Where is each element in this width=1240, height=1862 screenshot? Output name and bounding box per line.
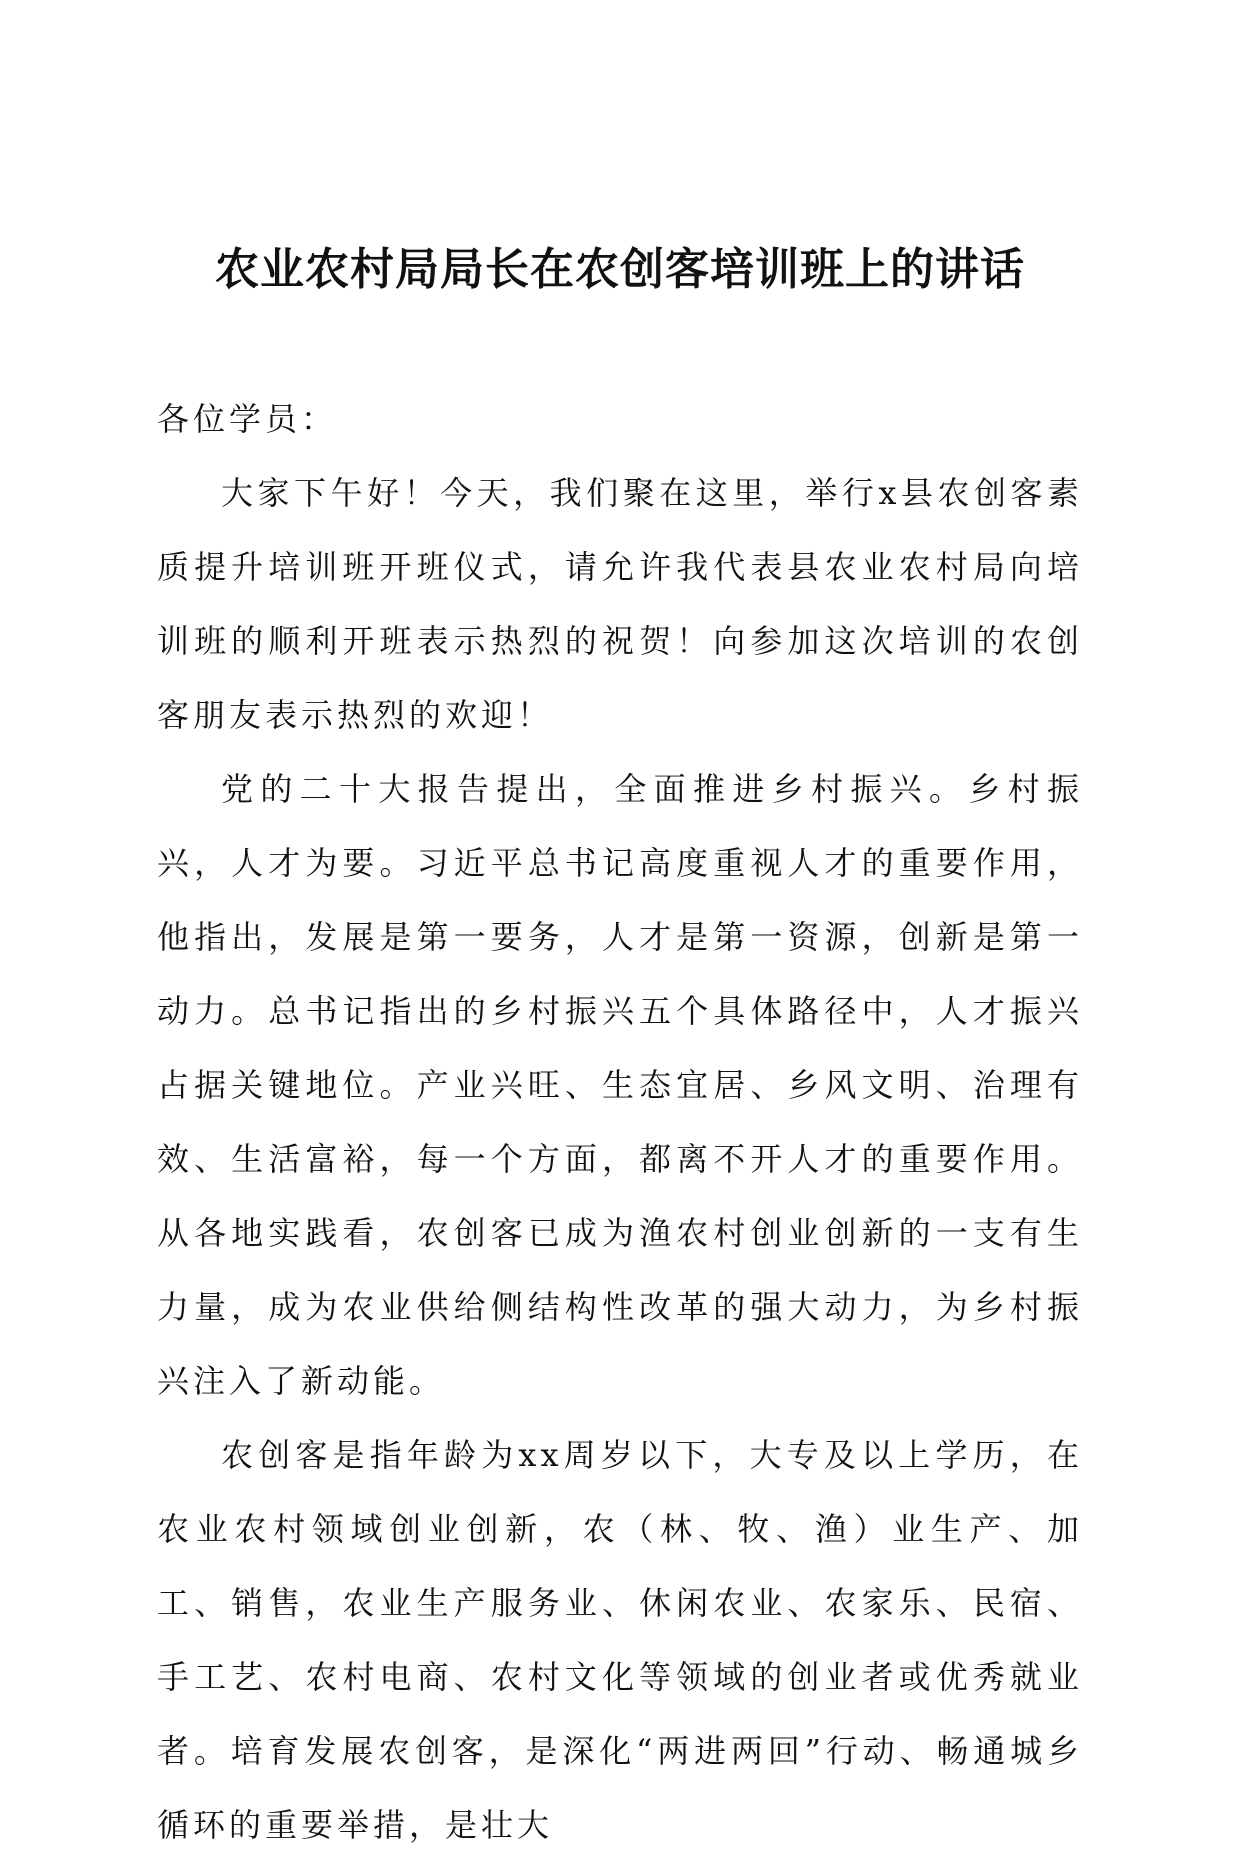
paragraph-3: 农创客是指年龄为xx周岁以下，大专及以上学历，在农业农村领域创业创新，农（林、牧、渔）业生产、加工、销售，农业生产服务业、休闲农业、农家乐、民宿、手工艺、农村电商、农村文化等领域的创业者或优秀就业者。培育发展农创客，是深化“两进两回”行动、畅通城乡循环的重要举措，是壮大: [157, 1436, 1083, 1844]
paragraph-2: 党的二十大报告提出，全面推进乡村振兴。乡村振兴，人才为要。习近平总书记高度重视人才的重要作用，他指出，发展是第一要务，人才是第一资源，创新是第一动力。总书记指出的乡村振兴五个具体路径中，人才振兴占据关键地位。产业兴旺、生态宜居、乡风文明、治理有效、生活富裕，每一个方面，都离不开人才的重要作用。从各地实践看，农创客已成为渔农村创业创新的一支有生力量，成为农业供给侧结构性改革的强大动力，为乡村振兴注入了新动能。: [157, 770, 1083, 1400]
salutation: 各位学员：: [157, 400, 338, 438]
document-body: [157, 382, 1083, 1862]
document-title: 农业农村局局长在农创客培训班上的讲话: [215, 244, 1025, 295]
paragraph-1: 大家下午好！今天，我们聚在这里，举行x县农创客素质提升培训班开班仪式，请允许我代表县农业农村局向培训班的顺利开班表示热烈的祝贺！向参加这次培训的农创客朋友表示热烈的欢迎！: [157, 474, 1083, 734]
